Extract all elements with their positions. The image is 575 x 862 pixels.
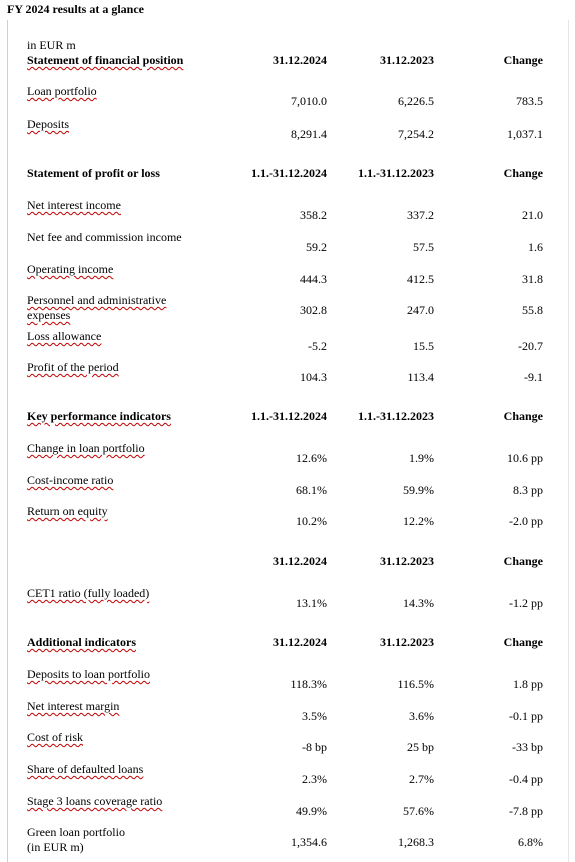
value-2023: 337.2 bbox=[407, 208, 434, 222]
value-change: -2.0 pp bbox=[509, 514, 543, 528]
section-header-capital bbox=[0, 554, 575, 574]
row-label-line2: expenses bbox=[27, 308, 71, 322]
row-label bbox=[27, 293, 166, 323]
col-2024-header: 31.12.2024 bbox=[273, 554, 327, 568]
col-2024-header: 1.1.-31.12.2024 bbox=[251, 166, 327, 180]
value-2024: 7,010.0 bbox=[291, 94, 327, 108]
value-2023: 57.5 bbox=[413, 240, 434, 254]
col-change-header: Change bbox=[503, 635, 543, 649]
value-2023: 12.2% bbox=[403, 514, 434, 528]
row-label: Deposits bbox=[27, 117, 69, 131]
value-change: -33 bp bbox=[512, 740, 543, 754]
table-row bbox=[0, 794, 575, 818]
value-2023: 247.0 bbox=[407, 303, 434, 317]
row-label-line1: Personnel and administrative bbox=[27, 293, 167, 307]
value-2024: 2.3% bbox=[302, 772, 327, 786]
section-title: Statement of financial position bbox=[27, 53, 184, 67]
table-row bbox=[0, 293, 575, 322]
value-change: -9.1 bbox=[524, 370, 543, 384]
table-row bbox=[0, 329, 575, 353]
value-2023: 116.5% bbox=[397, 677, 434, 691]
value-change: -0.4 pp bbox=[509, 772, 543, 786]
section-header-profit-loss bbox=[0, 166, 575, 186]
value-2024: 3.5% bbox=[302, 709, 327, 723]
row-label: Loss allowance bbox=[27, 329, 102, 343]
value-change: -1.2 pp bbox=[509, 596, 543, 610]
table-row bbox=[0, 117, 575, 141]
value-change: 10.6 pp bbox=[507, 451, 543, 465]
value-2024: 10.2% bbox=[296, 514, 327, 528]
value-2024: 12.6% bbox=[296, 451, 327, 465]
col-change-header: Change bbox=[503, 554, 543, 568]
value-2023: 1,268.3 bbox=[398, 835, 434, 849]
value-change: 1.8 pp bbox=[513, 677, 543, 691]
value-2024: -8 bp bbox=[302, 740, 327, 754]
table-row bbox=[0, 504, 575, 528]
value-change: -7.8 pp bbox=[509, 804, 543, 818]
value-2023: 7,254.2 bbox=[398, 127, 434, 141]
value-2024: 444.3 bbox=[300, 272, 327, 286]
value-2023: 25 bp bbox=[407, 740, 434, 754]
value-change: 1.6 bbox=[528, 240, 543, 254]
col-2024-header: 31.12.2024 bbox=[273, 635, 327, 649]
table-row bbox=[0, 473, 575, 497]
value-2024: -5.2 bbox=[308, 339, 327, 353]
col-change-header: Change bbox=[503, 409, 543, 423]
table-row bbox=[0, 667, 575, 691]
row-label-line2: (in EUR m) bbox=[27, 840, 84, 854]
col-change-header: Change bbox=[503, 53, 543, 67]
value-2024: 8,291.4 bbox=[291, 127, 327, 141]
table-row bbox=[0, 586, 575, 610]
value-change: -0.1 pp bbox=[509, 709, 543, 723]
row-label: Operating income bbox=[27, 262, 114, 276]
value-2023: 6,226.5 bbox=[398, 94, 434, 108]
value-2024: 358.2 bbox=[300, 208, 327, 222]
value-2024: 59.2 bbox=[306, 240, 327, 254]
value-2023: 412.5 bbox=[407, 272, 434, 286]
table-row bbox=[0, 762, 575, 786]
table-row bbox=[0, 730, 575, 754]
table-row bbox=[0, 825, 575, 854]
value-2024: 49.9% bbox=[296, 804, 327, 818]
section-title: Additional indicators bbox=[27, 635, 137, 649]
value-2024: 302.8 bbox=[300, 303, 327, 317]
col-2024-header: 1.1.-31.12.2024 bbox=[251, 409, 327, 423]
row-label: Cost of risk bbox=[27, 730, 84, 744]
table-row bbox=[0, 262, 575, 286]
table-row bbox=[0, 198, 575, 222]
value-2023: 59.9% bbox=[403, 483, 434, 497]
value-2023: 3.6% bbox=[409, 709, 434, 723]
row-label: CET1 ratio (fully loaded) bbox=[27, 586, 150, 600]
table-row bbox=[0, 360, 575, 384]
col-2023-header: 31.12.2023 bbox=[380, 635, 434, 649]
col-2024-header: 31.12.2024 bbox=[273, 53, 327, 67]
value-change: -20.7 bbox=[518, 339, 543, 353]
value-change: 21.0 bbox=[522, 208, 543, 222]
value-2023: 57.6% bbox=[403, 804, 434, 818]
unit-note: in EUR m bbox=[27, 38, 76, 52]
value-change: 1,037.1 bbox=[507, 127, 543, 141]
col-2023-header: 1.1.-31.12.2023 bbox=[358, 409, 434, 423]
row-label bbox=[27, 825, 125, 855]
row-label: Profit of the period bbox=[27, 360, 119, 374]
value-change: 31.8 bbox=[522, 272, 543, 286]
value-2024: 13.1% bbox=[296, 596, 327, 610]
row-label: Deposits to loan portfolio bbox=[27, 667, 150, 681]
table-row bbox=[0, 699, 575, 723]
section-header-financial-position bbox=[0, 53, 575, 73]
value-change: 6.8% bbox=[518, 835, 543, 849]
value-2023: 1.9% bbox=[409, 451, 434, 465]
table-row bbox=[0, 441, 575, 465]
value-2024: 118.3% bbox=[290, 677, 327, 691]
table-row bbox=[0, 230, 575, 254]
row-label: Share of defaulted loans bbox=[27, 762, 144, 776]
row-label: Return on equity bbox=[27, 504, 108, 518]
section-title: Statement of profit or loss bbox=[27, 166, 160, 180]
section-header-additional bbox=[0, 635, 575, 655]
value-2023: 15.5 bbox=[413, 339, 434, 353]
row-label: Net fee and commission income bbox=[27, 230, 182, 244]
col-2023-header: 1.1.-31.12.2023 bbox=[358, 166, 434, 180]
row-label: Net interest margin bbox=[27, 699, 120, 713]
value-change: 55.8 bbox=[522, 303, 543, 317]
section-title: Key performance indicators bbox=[27, 409, 171, 423]
row-label: Change in loan portfolio bbox=[27, 441, 145, 455]
row-label-line1: Green loan portfolio bbox=[27, 825, 125, 839]
value-change: 783.5 bbox=[516, 94, 543, 108]
value-2024: 104.3 bbox=[300, 370, 327, 384]
row-label: Loan portfolio bbox=[27, 84, 97, 98]
value-2023: 14.3% bbox=[403, 596, 434, 610]
row-label: Net interest income bbox=[27, 198, 121, 212]
row-label: Stage 3 loans coverage ratio bbox=[27, 794, 163, 808]
value-change: 8.3 pp bbox=[513, 483, 543, 497]
value-2024: 1,354.6 bbox=[291, 835, 327, 849]
table-row bbox=[0, 84, 575, 108]
col-2023-header: 31.12.2023 bbox=[380, 554, 434, 568]
col-change-header: Change bbox=[503, 166, 543, 180]
value-2023: 2.7% bbox=[409, 772, 434, 786]
col-2023-header: 31.12.2023 bbox=[380, 53, 434, 67]
row-label: Cost-income ratio bbox=[27, 473, 114, 487]
page-title: FY 2024 results at a glance bbox=[7, 2, 144, 16]
value-2024: 68.1% bbox=[296, 483, 327, 497]
value-2023: 113.4 bbox=[407, 370, 434, 384]
section-header-kpi bbox=[0, 409, 575, 429]
